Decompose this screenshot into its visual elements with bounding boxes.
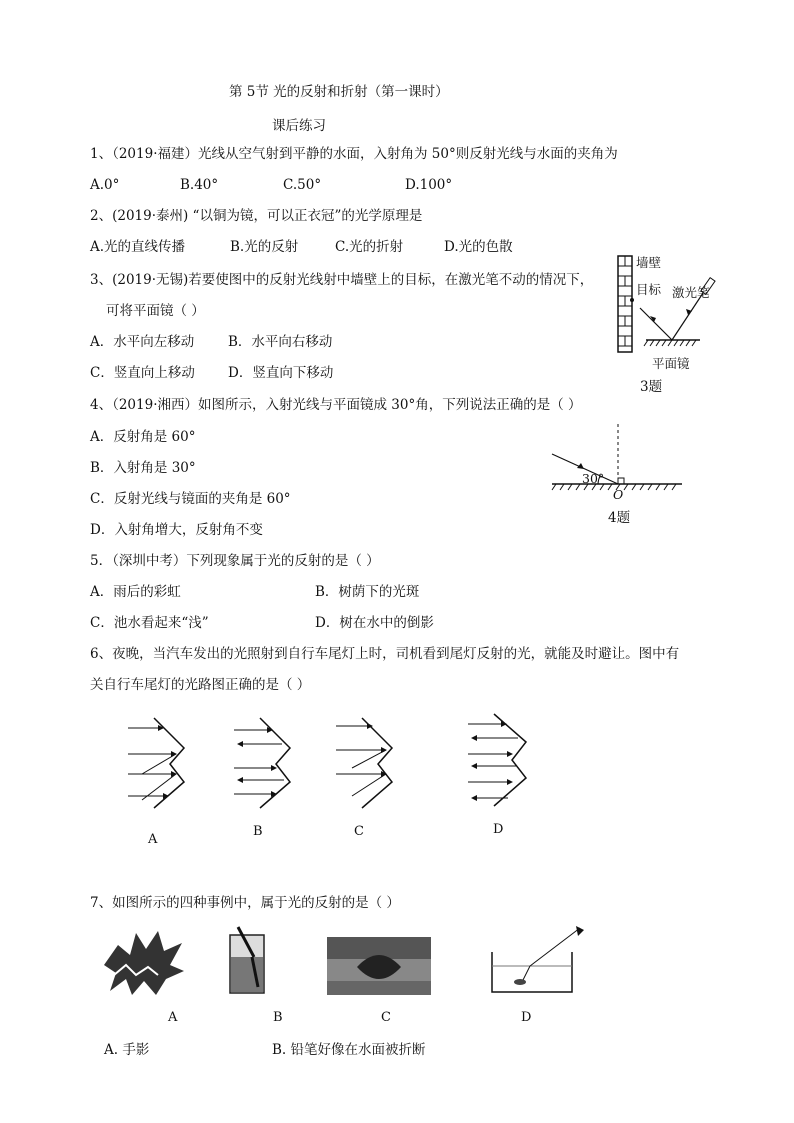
q4-stem: 4、（2019·湘西）如图所示，入射光线与平面镜成 30°角，下列说法正确的是（ ） <box>90 397 582 413</box>
q3-option-c: C．竖直向上移动 <box>90 365 195 381</box>
q2-option-b: B.光的反射 <box>230 239 299 255</box>
q7-image-a-hand-shadow <box>96 925 192 999</box>
q6-figures <box>128 712 538 812</box>
q7-label-a: A <box>168 1010 178 1025</box>
q3-option-b: B．水平向右移动 <box>228 334 333 350</box>
q3-figure <box>608 252 728 372</box>
q2-option-a: A.光的直线传播 <box>90 239 186 255</box>
q3-option-a: A．水平向左移动 <box>90 334 195 350</box>
q1-option-b: B.40° <box>180 177 219 193</box>
q6-label-c: C <box>354 824 364 839</box>
q7-option-b: B. 铅笔好像在水面被折断 <box>272 1042 426 1058</box>
q6-stem-line2: 关自行车尾灯的光路图正确的是（ ） <box>90 677 311 693</box>
q1-option-c: C.50° <box>283 177 322 193</box>
q2-stem: 2、(2019·泰州) “以铜为镜，可以正衣冠”的光学原理是 <box>90 208 423 224</box>
q5-stem: 5．（深圳中考）下列现象属于光的反射的是（ ） <box>90 553 380 569</box>
q6-label-d: D <box>493 822 504 837</box>
q4-fig-angle-label: 30° <box>582 471 605 486</box>
q3-fig-caption: 3题 <box>640 379 663 395</box>
q7-label-c: C <box>381 1010 391 1025</box>
q3-stem-line2: 可将平面镜（ ） <box>106 303 205 319</box>
q6-figure-a <box>128 718 184 808</box>
q7-label-b: B <box>273 1010 283 1025</box>
q3-fig-mirror-label: 平面镜 <box>652 356 690 371</box>
q6-figure-d <box>468 714 526 806</box>
q7-option-a: A. 手影 <box>104 1042 150 1058</box>
q7-label-d: D <box>521 1010 532 1025</box>
q4-fig-point-label: O <box>613 487 624 502</box>
q5-option-d: D．树在水中的倒影 <box>315 615 434 631</box>
q3-option-d: D．竖直向下移动 <box>228 365 334 381</box>
page-subtitle: 课后练习 <box>272 118 326 134</box>
q3-stem-line1: 3、(2019·无锡)若要使图中的反射光线射中墙壁上的目标，在激光笔不动的情况下， <box>90 272 594 288</box>
q5-option-c: C．池水看起来“浅” <box>90 615 209 631</box>
q4-option-c: C．反射光线与镜面的夹角是 60° <box>90 491 291 507</box>
q4-option-d: D．入射角增大，反射角不变 <box>90 522 263 538</box>
q6-stem-line1: 6、夜晚，当汽车发出的光照射到自行车尾灯上时，司机看到尾灯反射的光，就能及时避让。图中有 <box>90 646 680 662</box>
q6-label-a: A <box>148 832 158 847</box>
q3-fig-target-label: 目标 <box>636 282 662 297</box>
q2-option-d: D.光的色散 <box>444 239 513 255</box>
q6-figure-c <box>336 718 392 808</box>
q5-option-b: B．树荫下的光斑 <box>315 584 420 600</box>
q1-option-a: A.0° <box>90 177 120 193</box>
q1-option-d: D.100° <box>405 177 453 193</box>
q1-stem: 1、（2019·福建）光线从空气射到平静的水面，入射角为 50°则反射光线与水面的夹角为 <box>90 146 618 162</box>
q7-stem: 7、如图所示的四种事例中，属于光的反射的是（ ） <box>90 895 400 911</box>
q4-option-a: A．反射角是 60° <box>90 429 196 445</box>
q6-label-b: B <box>253 824 263 839</box>
q4-option-b: B．入射角是 30° <box>90 460 196 476</box>
q4-fig-caption: 4题 <box>608 510 631 526</box>
q3-fig-wall-label: 墙壁 <box>636 255 662 270</box>
q5-option-a: A．雨后的彩虹 <box>90 584 181 600</box>
q3-fig-laser-label: 激光笔 <box>672 285 710 300</box>
q7-image-b-pencil-glass <box>228 927 268 997</box>
page-title: 第 5节 光的反射和折射（第一课时） <box>229 84 449 100</box>
q7-image-d-water-bowl <box>486 922 586 994</box>
q6-figure-b <box>234 718 290 808</box>
q2-option-c: C.光的折射 <box>335 239 404 255</box>
q7-image-c-reflection <box>327 937 431 995</box>
